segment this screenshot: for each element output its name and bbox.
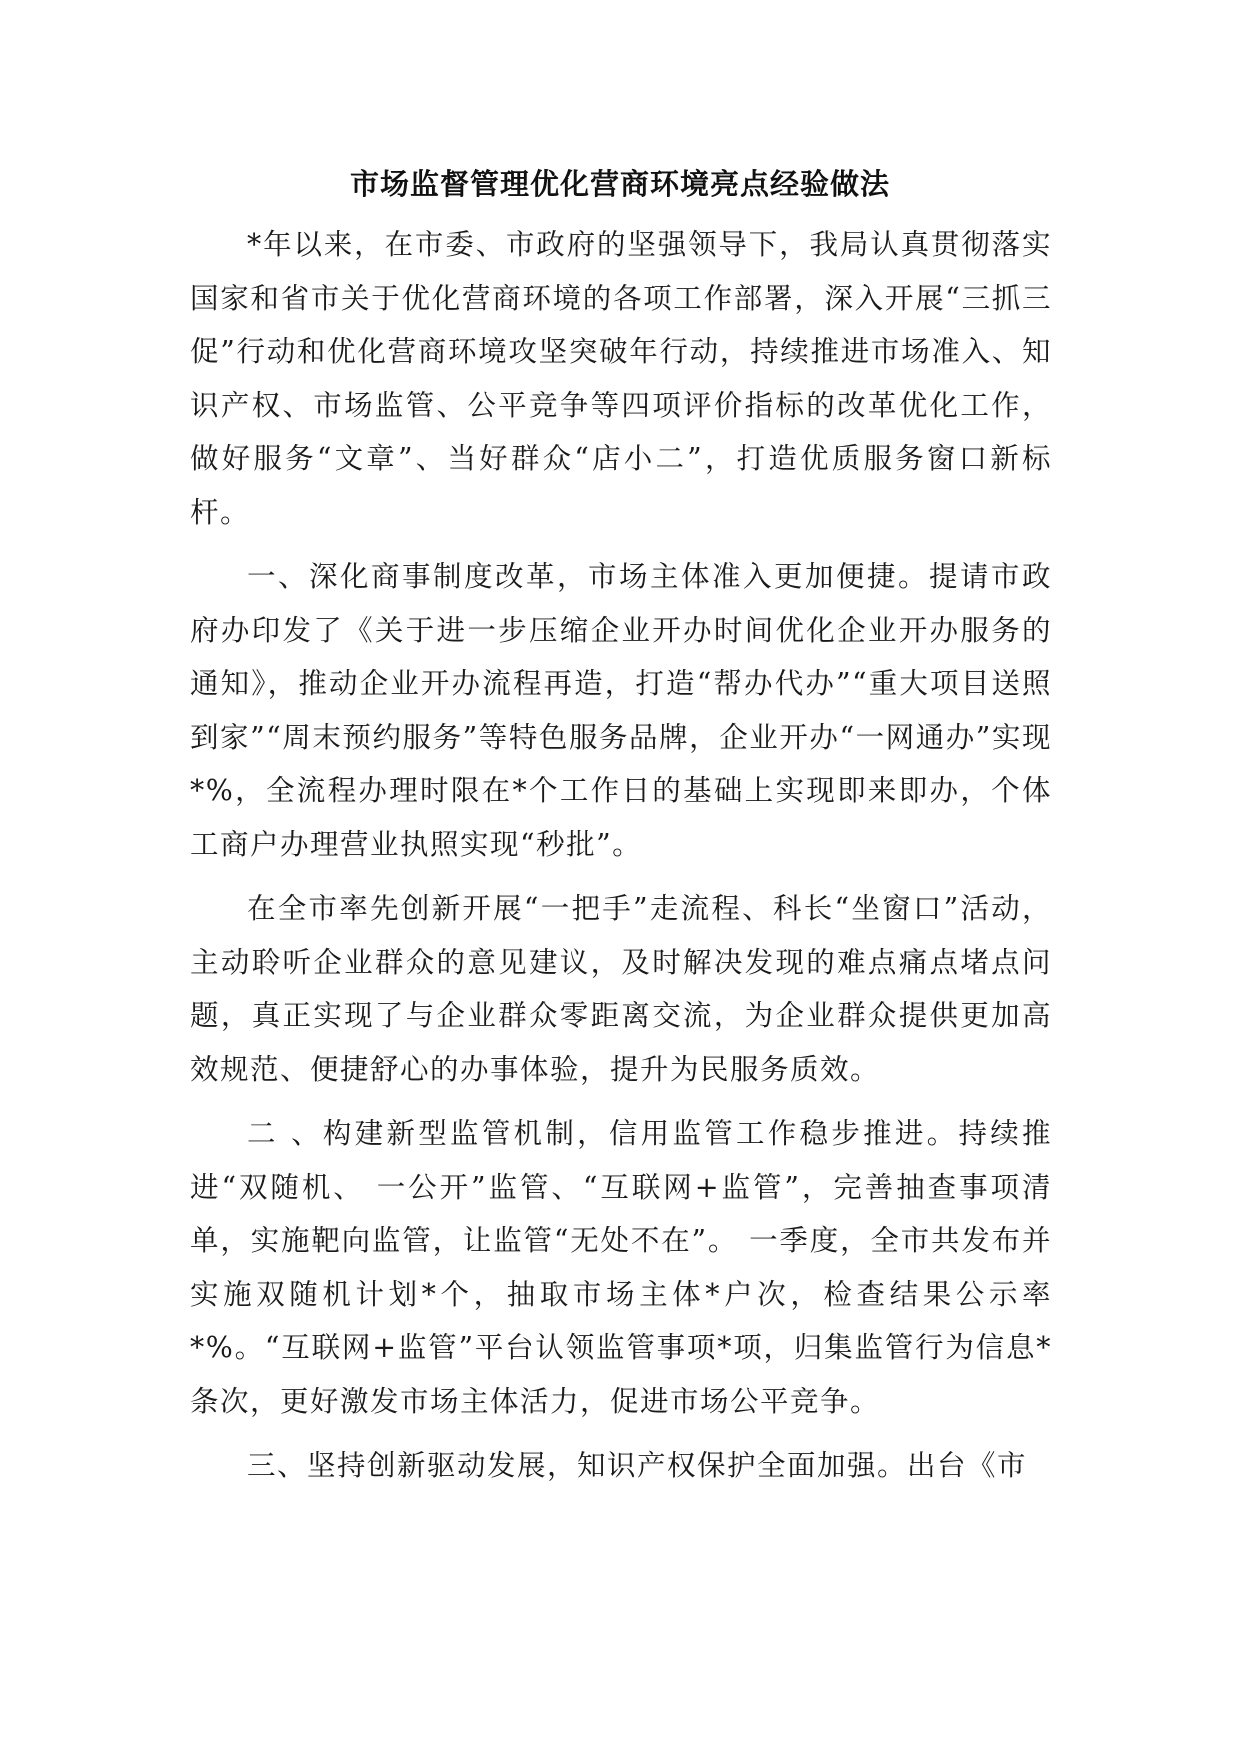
paragraph-section-2: 二 、构建新型监管机制，信用监管工作稳步推进。持续推进“双随机、 一公开”监管、“互联网+监管”，完善抽查事项清单，实施靶向监管，让监管“无处不在”。 一季度，全市共发布并实施双随机计划*个，抽取市场主体*户次，检查结果公示率*%。“互联网+监管”平台认领监管事项*项，归集监管行为信息*条次，更好激发市场主体活力，促进市场公平竞争。 <box>190 1117 1052 1418</box>
paragraph-section-3: 三、坚持创新驱动发展，知识产权保护全面加强。出台《市 <box>247 1449 1028 1482</box>
paragraph-section-1-detail: 在全市率先创新开展“一把手”走流程、科长“坐窗口”活动，主动聆听企业群众的意见建议，及时解决发现的难点痛点堵点问题，真正实现了与企业群众零距离交流，为企业群众提供更加高效规范、便捷舒心的办事体验，提升为民服务质效。 <box>190 892 1052 1086</box>
paragraph-section-1: 一、深化商事制度改革，市场主体准入更加便捷。提请市政府办印发了《关于进一步压缩企业开办时间优化企业开办服务的通知》，推动企业开办流程再造，打造“帮办代办”“重大项目送照到家”“周末预约服务”等特色服务品牌，企业开办“一网通办”实现*%，全流程办理时限在*个工作日的基础上实现即来即办，个体工商户办理营业执照实现“秒批”。 <box>190 560 1052 861</box>
document-title: 市场监督管理优化营商环境亮点经验做法 <box>349 167 890 201</box>
document-body <box>190 218 1052 1493</box>
paragraph-intro: *年以来，在市委、市政府的坚强领导下，我局认真贯彻落实国家和省市关于优化营商环境的各项工作部署，深入开展“三抓三促”行动和优化营商环境攻坚突破年行动，持续推进市场准入、知识产权、市场监管、公平竞争等四项评价指标的改革优化工作，做好服务“文章”、当好群众“店小二”，打造优质服务窗口新标杆。 <box>190 228 1052 529</box>
